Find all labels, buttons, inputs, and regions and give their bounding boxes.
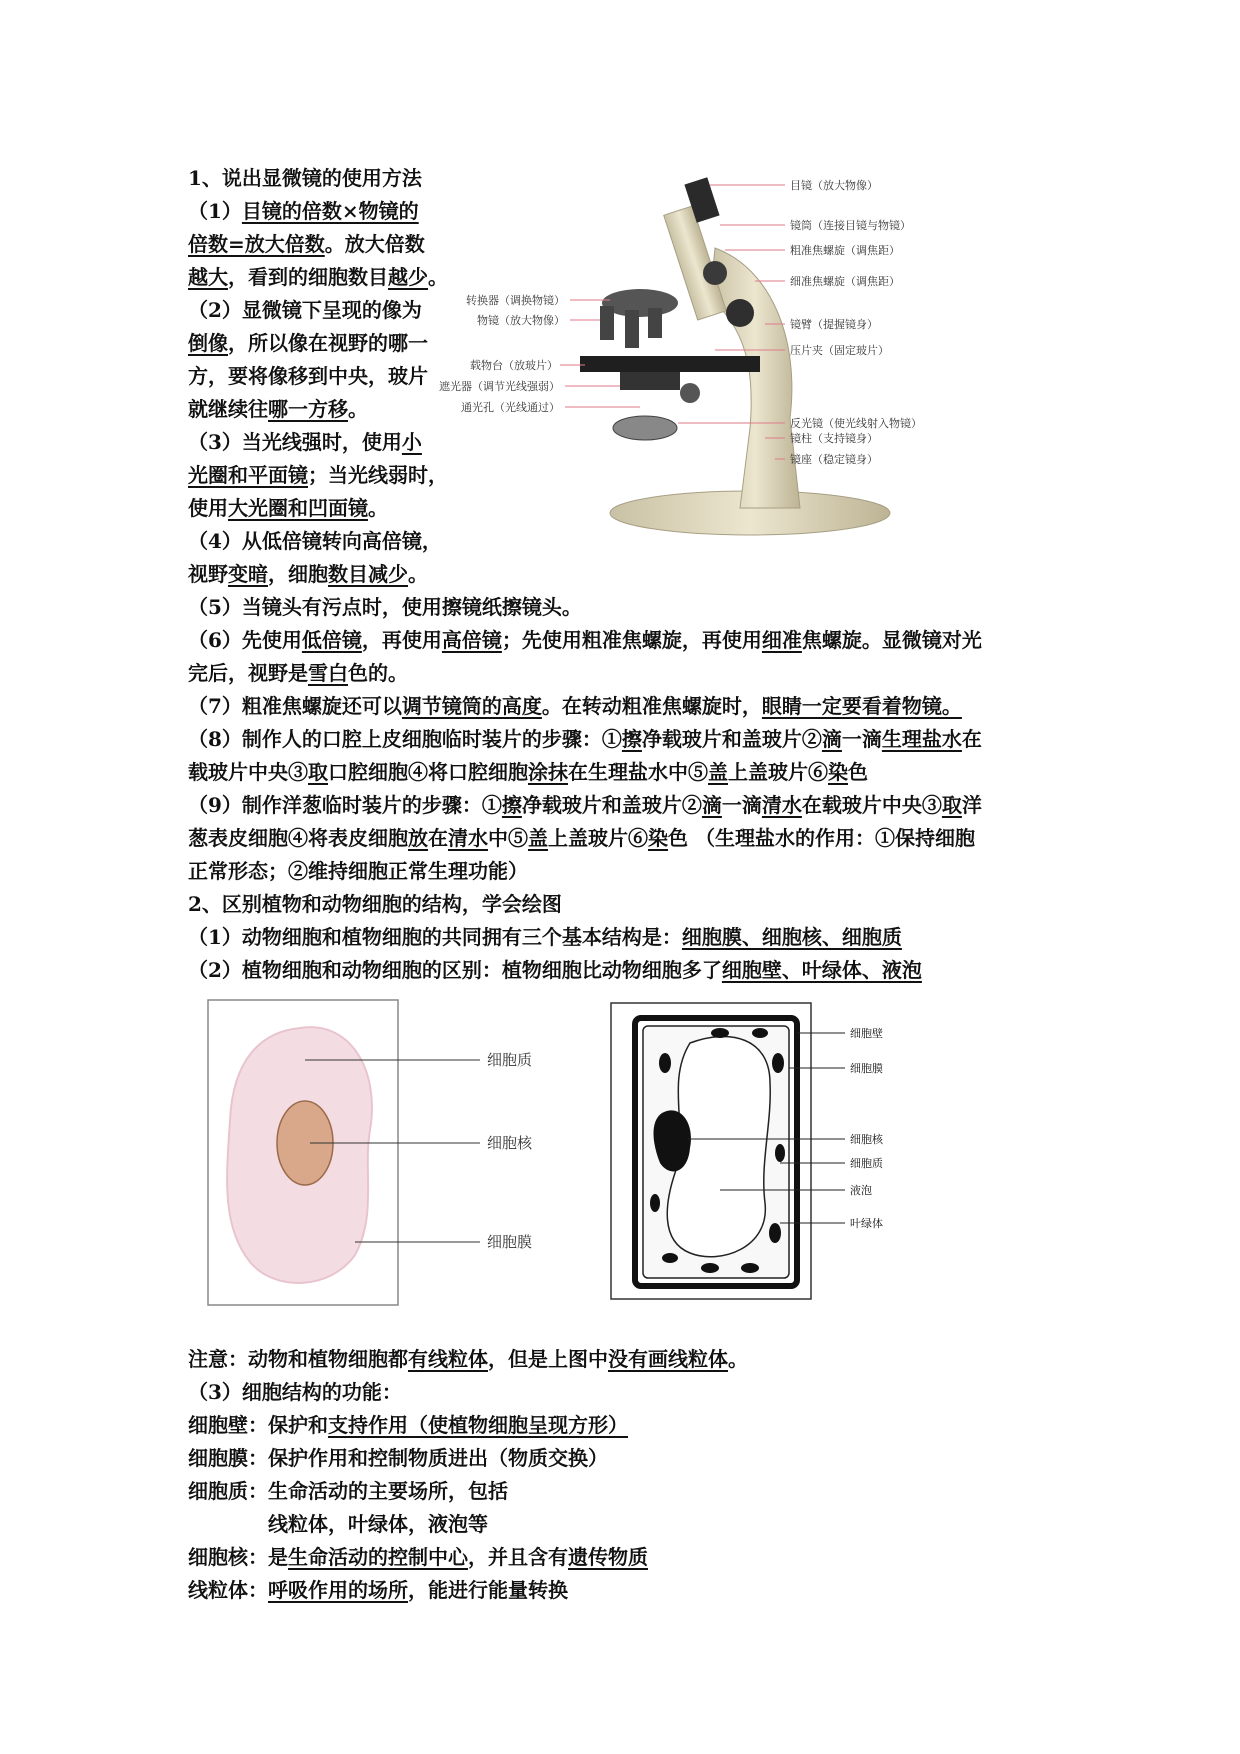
label-plant-vacuole: 液泡	[850, 1184, 872, 1197]
p4-line2: 视野变暗，细胞数目减少。	[188, 562, 428, 586]
p3-line1: （3）当光线强时，使用小	[188, 430, 422, 454]
mirror	[613, 416, 677, 440]
p1-line3: 越大，看到的细胞数目越少。	[188, 265, 448, 289]
objective-lens-3	[648, 308, 662, 338]
p2-line1: （2）显微镜下呈现的像为	[188, 298, 422, 322]
p7-line: （7）粗准焦螺旋还可以调节镜筒的高度。在转动粗准焦螺旋时，眼睛一定要看着物镜。	[188, 694, 962, 718]
p1-line1: （1）目镜的倍数×物镜的	[188, 199, 419, 223]
animal-cell-diagram	[205, 1000, 550, 1310]
p1-line2: 倍数=放大倍数。放大倍数	[188, 232, 425, 256]
label-plant-cytoplasm: 细胞质	[850, 1157, 883, 1170]
p6-line2: 完后，视野是雪白色的。	[188, 661, 408, 685]
label-arm: 镜臂（提握镜身）	[790, 318, 878, 331]
label-nosepiece: 转换器（调换物镜）	[466, 294, 565, 307]
label-objective: 物镜（放大物像）	[477, 314, 565, 327]
diaphragm	[620, 372, 680, 390]
objective-lens-1	[600, 306, 614, 340]
func-cytoplasm-1: 细胞质：生命活动的主要场所，包括	[188, 1479, 508, 1503]
p6-line1: （6）先使用低倍镜，再使用高倍镜；先使用粗准焦螺旋，再使用细准焦螺旋。显微镜对光	[188, 628, 982, 652]
func-cytoplasm-2: 线粒体，叶绿体，液泡等	[268, 1512, 488, 1536]
microscope-arm	[710, 248, 800, 508]
label-tube: 镜筒（连接目镜与物镜）	[790, 219, 911, 232]
label-clip: 压片夹（固定玻片）	[790, 344, 889, 357]
func-mitochondria: 线粒体：呼吸作用的场所，能进行能量转换	[188, 1578, 568, 1602]
label-animal-cytoplasm: 细胞质	[487, 1051, 533, 1069]
p2-line3: 方，要将像移到中央，玻片	[188, 364, 428, 388]
s2-p3: （3）细胞结构的功能：	[188, 1380, 402, 1404]
label-fine: 细准焦螺旋（调焦距）	[790, 275, 900, 288]
label-stage: 载物台（放玻片）	[470, 359, 558, 372]
objective-lens-2	[625, 310, 639, 348]
stage	[580, 356, 760, 372]
label-plant-nucleus: 细胞核	[850, 1133, 883, 1146]
label-mirror: 反光镜（使光线射入物镜）	[790, 417, 922, 430]
fine-knob	[726, 299, 754, 327]
p9-line2: 葱表皮细胞④将表皮细胞放在清水中⑤盖上盖玻片⑥染色 （生理盐水的作用：①保持细胞	[188, 826, 975, 850]
p2-line4: 就继续往哪一方移。	[188, 397, 368, 421]
stage-knob	[680, 383, 700, 403]
func-nucleus: 细胞核：是生命活动的控制中心，并且含有遗传物质	[188, 1545, 648, 1569]
microscope-diagram	[439, 178, 1060, 540]
p8-line1: （8）制作人的口腔上皮细胞临时装片的步骤：①擦净载玻片和盖玻片②滴一滴生理盐水在	[188, 727, 982, 751]
plant-cell-diagram	[610, 1003, 910, 1303]
label-plant-wall: 细胞壁	[850, 1027, 883, 1040]
p8-line2: 载玻片中央③取口腔细胞④将口腔细胞涂抹在生理盐水中⑤盖上盖玻片⑥染色	[188, 760, 868, 784]
s2-p1: （1）动物细胞和植物细胞的共同拥有三个基本结构是：细胞膜、细胞核、细胞质	[188, 925, 902, 949]
p3-line2: 光圈和平面镜；当光线弱时，	[188, 463, 448, 487]
p5-line: （5）当镜头有污点时，使用擦镜纸擦镜头。	[188, 595, 582, 619]
label-diaphragm: 遮光器（调节光线强弱）	[439, 380, 560, 393]
func-membrane: 细胞膜：保护作用和控制物质进出（物质交换）	[188, 1446, 608, 1470]
p2-line2: 倒像，所以像在视野的哪一	[188, 331, 428, 355]
func-wall: 细胞壁：保护和支持作用（使植物细胞呈现方形）	[188, 1413, 628, 1437]
s2-p2: （2）植物细胞和动物细胞的区别：植物细胞比动物细胞多了细胞壁、叶绿体、液泡	[188, 958, 922, 982]
section1-title: 1、说出显微镜的使用方法	[188, 166, 422, 190]
p9-line1: （9）制作洋葱临时装片的步骤：①擦净载玻片和盖玻片②滴一滴清水在载玻片中央③取洋	[188, 793, 982, 817]
p3-line3: 使用大光圈和凹面镜。	[188, 496, 388, 520]
label-aperture: 通光孔（光线通过）	[461, 401, 560, 414]
label-coarse: 粗准焦螺旋（调焦距）	[790, 244, 900, 257]
label-animal-membrane: 细胞膜	[487, 1233, 533, 1251]
label-animal-nucleus: 细胞核	[487, 1134, 533, 1152]
label-plant-chloroplast: 叶绿体	[850, 1217, 883, 1230]
label-eyepiece: 目镜（放大物像）	[790, 179, 878, 192]
p4-line1: （4）从低倍镜转向高倍镜，	[188, 529, 442, 553]
coarse-knob	[703, 261, 727, 285]
label-plant-membrane: 细胞膜	[850, 1062, 883, 1075]
label-base: 镜座（稳定镜身）	[790, 453, 878, 466]
p9-line3: 正常形态；②维持细胞正常生理功能）	[188, 859, 528, 883]
note-line: 注意：动物和植物细胞都有线粒体，但是上图中没有画线粒体。	[188, 1347, 748, 1371]
section2-title: 2、区别植物和动物细胞的结构，学会绘图	[188, 892, 562, 916]
label-pillar: 镜柱（支持镜身）	[790, 432, 878, 445]
